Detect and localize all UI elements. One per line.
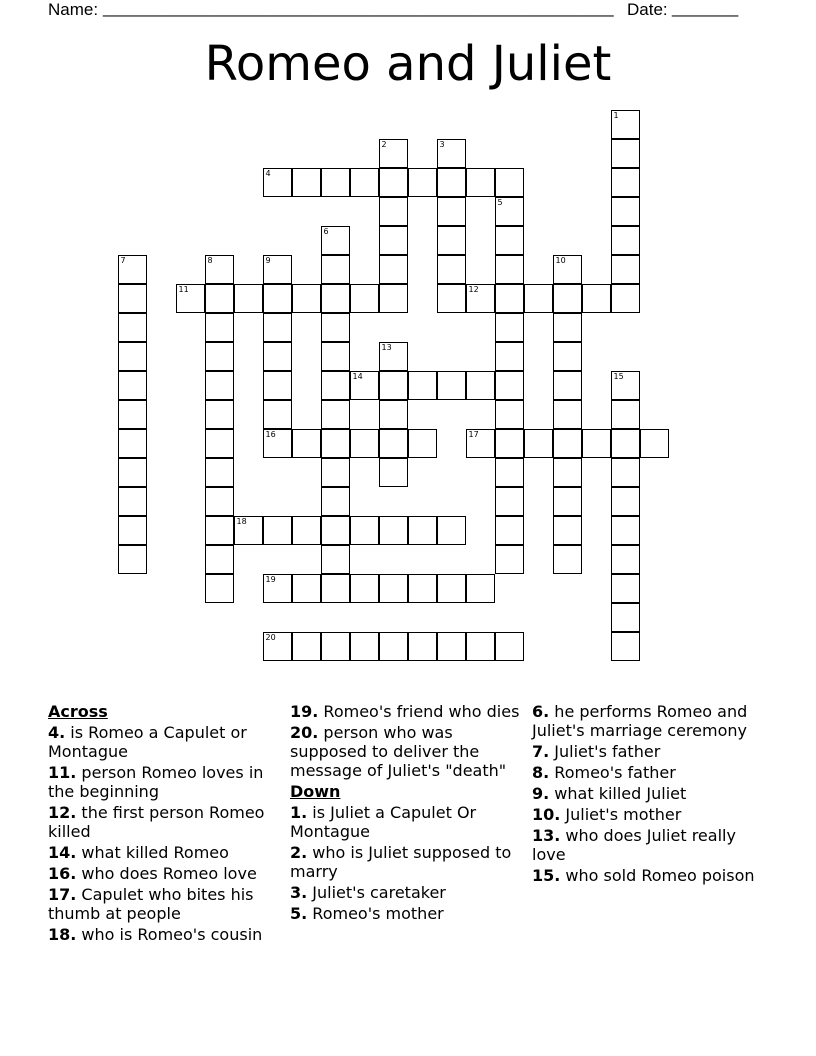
grid-cell[interactable] [321,342,350,371]
grid-cell[interactable] [205,516,234,545]
grid-cell[interactable] [321,487,350,516]
grid-cell[interactable] [495,226,524,255]
grid-cell[interactable] [611,284,640,313]
clue-across-4: 4. is Romeo a Capulet or Montague [48,723,247,761]
grid-cell[interactable] [321,545,350,574]
grid-cell[interactable] [379,429,408,458]
grid-cell[interactable] [611,632,640,661]
grid-cell[interactable] [495,342,524,371]
grid-cell[interactable] [437,574,466,603]
grid-cell[interactable] [379,574,408,603]
grid-cell[interactable] [611,603,640,632]
grid-cell[interactable] [350,284,379,313]
grid-cell[interactable] [379,139,408,168]
grid-cell[interactable] [553,371,582,400]
grid-cell[interactable] [495,516,524,545]
grid-cell[interactable] [408,574,437,603]
clue-number: 13 [381,343,392,352]
clues-column-3 [532,702,768,887]
clue-across-19: 19. Romeo's friend who dies [290,702,520,721]
grid-cell[interactable] [495,487,524,516]
grid-cell[interactable] [118,458,147,487]
grid-cell[interactable] [118,313,147,342]
grid-cell[interactable] [408,516,437,545]
grid-cell[interactable] [495,255,524,284]
clue-across-11: 11. person Romeo loves in the beginning [48,763,264,801]
grid-cell[interactable] [263,400,292,429]
grid-cell[interactable] [321,516,350,545]
name-label: Name: [48,0,99,19]
grid-cell[interactable] [379,400,408,429]
grid-cell[interactable] [379,226,408,255]
clue-across-18: 18. who is Romeo's cousin [48,925,263,944]
grid-cell[interactable] [350,168,379,197]
clue-down-7: 7. Juliet's father [532,742,661,761]
grid-cell[interactable] [263,284,292,313]
clue-number: 10 [555,256,566,265]
clue-number: 19 [265,575,276,584]
grid-cell[interactable] [379,255,408,284]
grid-cell[interactable] [553,516,582,545]
grid-cell[interactable] [553,313,582,342]
grid-cell[interactable] [495,313,524,342]
grid-cell[interactable] [263,342,292,371]
grid-cell[interactable] [350,371,379,400]
clue-number: 3 [439,140,445,149]
clues-column-1 [48,702,284,946]
clue-number: 9 [265,256,271,265]
clue-down-6: 6. he performs Romeo and Juliet's marriage ceremony [532,702,748,740]
grid-cell[interactable] [611,139,640,168]
clue-number: 20 [265,633,276,642]
grid-cell[interactable] [437,255,466,284]
grid-cell[interactable] [321,632,350,661]
grid-cell[interactable] [263,574,292,603]
grid-cell[interactable] [611,168,640,197]
grid-cell[interactable] [263,516,292,545]
grid-cell[interactable] [582,284,611,313]
grid-cell[interactable] [553,255,582,284]
grid-cell[interactable] [176,284,205,313]
grid-cell[interactable] [408,168,437,197]
clue-number: 7 [120,256,126,265]
clue-down-15: 15. who sold Romeo poison [532,866,755,885]
grid-cell[interactable] [553,284,582,313]
grid-cell[interactable] [205,545,234,574]
grid-cell[interactable] [321,429,350,458]
grid-cell[interactable] [553,342,582,371]
clue-down-8: 8. Romeo's father [532,763,676,782]
clue-down-1: 1. is Juliet a Capulet Or Montague [290,803,477,841]
clue-number: 8 [207,256,213,265]
grid-cell[interactable] [350,574,379,603]
grid-cell[interactable] [408,632,437,661]
grid-cell[interactable] [292,284,321,313]
grid-cell[interactable] [466,632,495,661]
grid-cell[interactable] [611,400,640,429]
clues-column-2 [290,702,526,925]
clue-across-16: 16. who does Romeo love [48,864,257,883]
grid-cell[interactable] [495,429,524,458]
grid-cell[interactable] [118,371,147,400]
clue-number: 12 [468,285,479,294]
grid-cell[interactable] [205,487,234,516]
grid-cell[interactable] [408,429,437,458]
grid-cell[interactable] [495,371,524,400]
clue-number: 5 [497,198,503,207]
grid-cell[interactable] [466,168,495,197]
grid-cell[interactable] [553,545,582,574]
grid-cell[interactable] [350,632,379,661]
grid-cell[interactable] [379,458,408,487]
grid-cell[interactable] [466,284,495,313]
grid-cell[interactable] [321,400,350,429]
grid-cell[interactable] [118,545,147,574]
grid-cell[interactable] [495,197,524,226]
clue-number: 6 [323,227,329,236]
clue-number: 18 [236,517,247,526]
grid-cell[interactable] [321,574,350,603]
grid-cell[interactable] [495,632,524,661]
grid-cell[interactable] [321,313,350,342]
grid-cell[interactable] [611,487,640,516]
grid-cell[interactable] [495,168,524,197]
grid-cell[interactable] [205,400,234,429]
grid-cell[interactable] [118,255,147,284]
grid-cell[interactable] [379,342,408,371]
grid-cell[interactable] [437,284,466,313]
name-blank[interactable]: ______________________________________________________ [103,0,614,17]
grid-cell[interactable] [321,168,350,197]
grid-cell[interactable] [466,371,495,400]
grid-cell[interactable] [437,632,466,661]
grid-cell[interactable] [205,371,234,400]
grid-cell[interactable] [118,487,147,516]
grid-cell[interactable] [524,284,553,313]
date-blank[interactable]: _______ [672,0,739,17]
grid-cell[interactable] [205,458,234,487]
clue-across-17: 17. Capulet who bites his thumb at people [48,885,254,923]
grid-cell[interactable] [205,429,234,458]
grid-cell[interactable] [408,371,437,400]
grid-cell[interactable] [379,371,408,400]
clue-down-9: 9. what killed Juliet [532,784,687,803]
grid-cell[interactable] [611,110,640,139]
grid-cell[interactable] [437,139,466,168]
grid-cell[interactable] [321,226,350,255]
grid-cell[interactable] [611,516,640,545]
date-label: Date: [627,0,668,19]
grid-cell[interactable] [118,284,147,313]
grid-cell[interactable] [263,313,292,342]
grid-cell[interactable] [234,284,263,313]
grid-cell[interactable] [379,197,408,226]
grid-cell[interactable] [379,632,408,661]
grid-cell[interactable] [292,574,321,603]
grid-cell[interactable] [611,574,640,603]
grid-cell[interactable] [466,574,495,603]
grid-cell[interactable] [118,342,147,371]
grid-cell[interactable] [437,516,466,545]
grid-cell[interactable] [205,342,234,371]
grid-cell[interactable] [611,371,640,400]
grid-cell[interactable] [553,400,582,429]
grid-cell[interactable] [205,313,234,342]
grid-cell[interactable] [234,516,263,545]
clue-down-2: 2. who is Juliet supposed to marry [290,843,512,881]
grid-cell[interactable] [118,429,147,458]
grid-cell[interactable] [553,429,582,458]
across-heading: Across [48,702,108,721]
down-heading: Down [290,782,341,801]
clue-across-20: 20. person who was supposed to deliver the message of Juliet's "death" [290,723,507,780]
grid-cell[interactable] [553,487,582,516]
grid-cell[interactable] [205,255,234,284]
grid-cell[interactable] [553,458,582,487]
clue-number: 1 [613,111,619,120]
grid-cell[interactable] [263,255,292,284]
grid-cell[interactable] [495,458,524,487]
clue-number: 2 [381,140,387,149]
grid-cell[interactable] [321,371,350,400]
page-title: Romeo and Juliet [204,36,612,92]
grid-cell[interactable] [379,168,408,197]
clue-down-3: 3. Juliet's caretaker [290,883,446,902]
grid-cell[interactable] [321,284,350,313]
clue-number: 4 [265,169,271,178]
grid-cell[interactable] [379,516,408,545]
clue-down-13: 13. who does Juliet really love [532,826,736,864]
grid-cell[interactable] [495,284,524,313]
grid-cell[interactable] [321,458,350,487]
grid-cell[interactable] [495,400,524,429]
clue-down-5: 5. Romeo's mother [290,904,444,923]
grid-cell[interactable] [582,429,611,458]
clue-number: 15 [613,372,624,381]
grid-cell[interactable] [118,516,147,545]
grid-cell[interactable] [611,458,640,487]
grid-cell[interactable] [205,574,234,603]
grid-cell[interactable] [292,429,321,458]
grid-cell[interactable] [263,168,292,197]
grid-cell[interactable] [611,197,640,226]
grid-cell[interactable] [292,632,321,661]
grid-cell[interactable] [611,429,640,458]
grid-cell[interactable] [437,197,466,226]
grid-cell[interactable] [437,371,466,400]
clue-across-14: 14. what killed Romeo [48,843,229,862]
grid-cell[interactable] [321,255,350,284]
grid-cell[interactable] [350,516,379,545]
clue-number: 17 [468,430,479,439]
grid-cell[interactable] [640,429,669,458]
clue-number: 16 [265,430,276,439]
grid-cell[interactable] [379,284,408,313]
grid-cell[interactable] [611,545,640,574]
grid-cell[interactable] [495,545,524,574]
clue-across-12: 12. the first person Romeo killed [48,803,265,841]
grid-cell[interactable] [118,400,147,429]
grid-cell[interactable] [205,284,234,313]
grid-cell[interactable] [437,168,466,197]
clue-number: 14 [352,372,363,381]
grid-cell[interactable] [611,255,640,284]
clue-number: 11 [178,285,189,294]
grid-cell[interactable] [524,429,553,458]
grid-cell[interactable] [292,516,321,545]
grid-cell[interactable] [263,632,292,661]
grid-cell[interactable] [611,226,640,255]
grid-cell[interactable] [350,429,379,458]
grid-cell[interactable] [292,168,321,197]
grid-cell[interactable] [263,429,292,458]
grid-cell[interactable] [466,429,495,458]
grid-cell[interactable] [437,226,466,255]
clue-down-10: 10. Juliet's mother [532,805,682,824]
grid-cell[interactable] [263,371,292,400]
